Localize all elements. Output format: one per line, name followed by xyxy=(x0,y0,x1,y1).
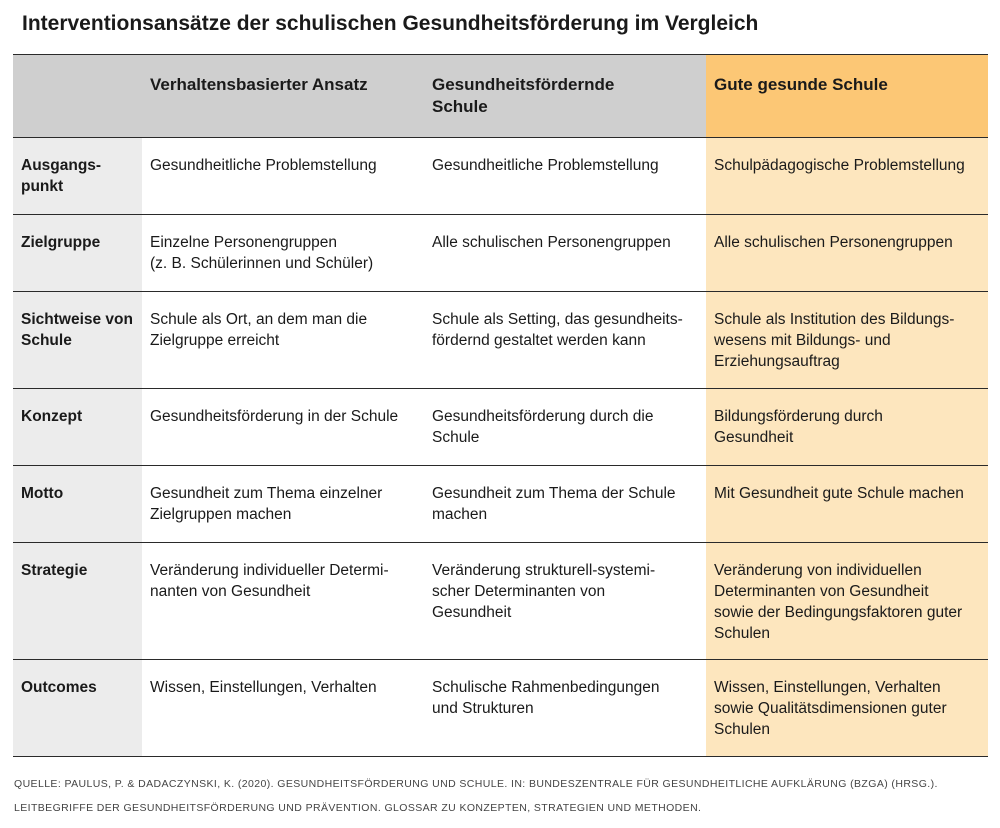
row-label: Sichtweise von Schule xyxy=(13,292,142,389)
table-row xyxy=(13,389,988,466)
comparison-table xyxy=(13,54,988,757)
header-empty xyxy=(13,55,142,138)
table-cell: Veränderung von individuellen Determinanten von Gesundheit sowie der Bedingungsfaktoren guter Schulen xyxy=(706,543,988,660)
table-cell: Einzelne Personengruppen (z. B. Schülerinnen und Schüler) xyxy=(150,234,374,272)
table-cell: Veränderung strukturell-systemi- scher Determinanten von Gesundheit xyxy=(432,562,656,621)
table-cell: Schulische Rahmenbedingungen und Strukturen xyxy=(432,679,660,717)
table-row xyxy=(13,466,988,543)
table-row xyxy=(13,138,988,215)
table-cell: Veränderung individueller Determi- nanten von Gesundheit xyxy=(150,562,389,600)
table-cell: Gesundheitliche Problemstellung xyxy=(432,157,659,174)
source-note-line1: QUELLE: PAULUS, P. & DADACZYNSKI, K. (2020). GESUNDHEITSFÖRDERUNG UND SCHULE. IN: BUNDESZENTRALE FÜR GESUNDHEITLICHE AUFKLÄRUNG (BZGA) (HRSG.). xyxy=(14,778,938,790)
row-label: Outcomes xyxy=(13,660,142,757)
table-cell: Gesundheit zum Thema der Schule machen xyxy=(432,485,676,523)
table-header-row xyxy=(13,55,988,138)
table-cell: Wissen, Einstellungen, Verhalten xyxy=(150,679,377,696)
table-cell: Wissen, Einstellungen, Verhalten sowie Qualitätsdimensionen guter Schulen xyxy=(706,660,988,757)
table-cell: Alle schulischen Personengruppen xyxy=(432,234,671,251)
table-cell: Schulpädagogische Problemstellung xyxy=(706,138,988,215)
table-cell: Gesundheitsförderung in der Schule xyxy=(150,408,399,425)
table-row xyxy=(13,660,988,757)
row-label: Zielgruppe xyxy=(13,215,142,292)
table-cell: Gesundheitliche Problemstellung xyxy=(150,157,377,174)
table-row xyxy=(13,292,988,389)
table-cell: Bildungsförderung durch Gesundheit xyxy=(706,389,988,466)
header-gesundheitsfoerdernde-schule: Gesundheitsfördernde Schule xyxy=(424,55,706,138)
row-label: Strategie xyxy=(13,543,142,660)
table-cell: Gesundheitsförderung durch die Schule xyxy=(432,408,654,446)
table-cell: Alle schulischen Personengruppen xyxy=(706,215,988,292)
page-title: Interventionsansätze der schulischen Gesundheitsförderung im Vergleich xyxy=(22,12,759,35)
table-row xyxy=(13,543,988,660)
table-cell: Schule als Ort, an dem man die Zielgruppe erreicht xyxy=(150,311,368,349)
header-verhaltensbasiert: Verhaltensbasierter Ansatz xyxy=(142,55,424,138)
row-label: Motto xyxy=(13,466,142,543)
table-cell: Mit Gesundheit gute Schule machen xyxy=(706,466,988,543)
table-cell: Schule als Institution des Bildungs- wesens mit Bildungs- und Erziehungsauftrag xyxy=(706,292,988,389)
table-row xyxy=(13,215,988,292)
row-label: Konzept xyxy=(13,389,142,466)
table-cell: Gesundheit zum Thema einzelner Zielgruppen machen xyxy=(150,485,383,523)
table-cell: Schule als Setting, das gesundheits- fördernd gestaltet werden kann xyxy=(432,311,683,349)
header-gute-gesunde-schule: Gute gesunde Schule xyxy=(706,55,988,138)
source-note-line2: LEITBEGRIFFE DER GESUNDHEITSFÖRDERUNG UND PRÄVENTION. GLOSSAR ZU KONZEPTEN, STRATEGIEN UND METHODEN. xyxy=(14,802,702,814)
row-label: Ausgangs- punkt xyxy=(13,138,142,215)
